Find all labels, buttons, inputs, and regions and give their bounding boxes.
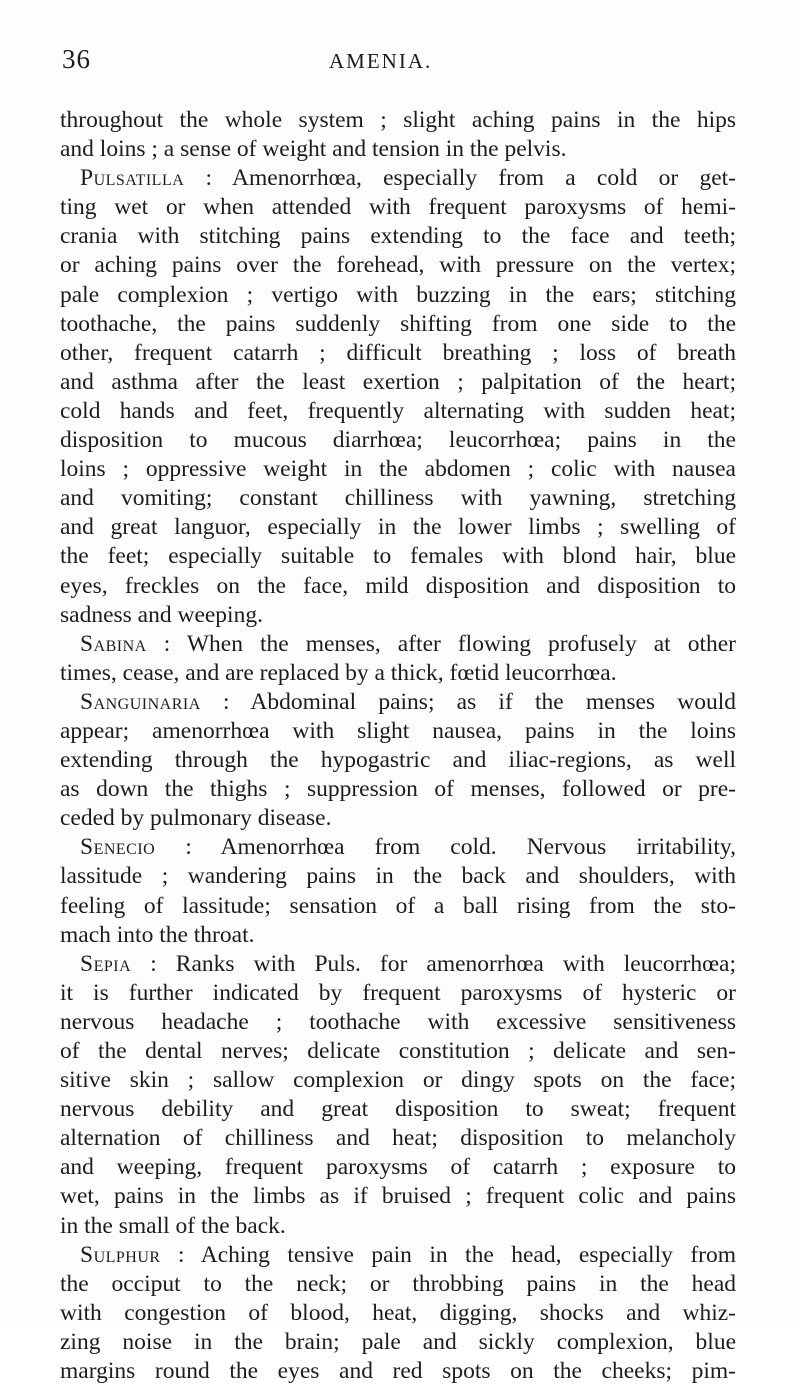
line-text: times, cease, and are replaced by a thick, fœtid leucorrhœa. — [60, 659, 617, 686]
text-line — [60, 251, 736, 280]
running-title: AMENIA. — [329, 49, 433, 73]
text-line — [60, 135, 736, 164]
text-line — [60, 513, 736, 542]
text-line — [60, 1328, 736, 1357]
remedy-name: Sanguinaria — [80, 688, 201, 715]
text-line — [60, 601, 736, 630]
line-text: extending through the hypogastric and iliac-regions, as well — [60, 747, 736, 774]
line-text: disposition to mucous diarrhœa; leucorrhœa; pains in the — [60, 427, 736, 454]
remedy-name: Sulphur — [80, 1241, 161, 1268]
text-line — [60, 484, 736, 513]
text-line — [60, 368, 736, 397]
text-line — [60, 1153, 736, 1182]
remedy-entry-line — [60, 1241, 736, 1270]
line-text: and great languor, especially in the lower limbs ; swelling of — [60, 514, 736, 541]
remedy-name: Sepia — [80, 950, 132, 977]
text-line — [60, 979, 736, 1008]
line-text: : Abdominal pains; as if the menses would — [222, 688, 736, 715]
text-line — [60, 1357, 736, 1386]
line-text: ceded by pulmonary disease. — [60, 805, 332, 832]
remedy-entry-line — [60, 164, 736, 193]
page-number: 36 — [62, 44, 91, 74]
line-text: alternation of chilliness and heat; disposition to melancholy — [60, 1125, 736, 1152]
line-text: ting wet or when attended with frequent paroxysms of hemi- — [60, 194, 736, 221]
line-text: it is further indicated by frequent paroxysms of hysteric or — [60, 979, 736, 1006]
line-text: other, frequent catarrh ; difficult breathing ; loss of breath — [60, 339, 736, 366]
remedy-name: Senecio — [80, 834, 156, 861]
line-text: appear; amenorrhœa with slight nausea, pains in the loins — [60, 717, 736, 744]
line-text: the feet; especially suitable to females with blond hair, blue — [60, 543, 736, 570]
remedy-name: Sabina — [80, 630, 147, 657]
line-text: and asthma after the least exertion ; palpitation of the heart; — [60, 368, 736, 395]
line-text: with congestion of blood, heat, digging, shocks and whiz- — [60, 1299, 736, 1326]
line-text: eyes, freckles on the face, mild disposition and disposition to — [60, 572, 736, 599]
line-text: : Ranks with Puls. for amenorrhœa with leucorrhœa; — [150, 950, 736, 977]
line-text: mach into the throat. — [60, 921, 255, 948]
line-text: sitive skin ; sallow complexion or dingy spots on the face; — [60, 1067, 736, 1094]
line-text: and weeping, frequent paroxysms of catarrh ; exposure to — [60, 1154, 736, 1181]
line-text: and loins ; a sense of weight and tension in the pelvis. — [60, 136, 567, 163]
line-text: pale complexion ; vertigo with buzzing in the ears; stitching — [60, 281, 736, 308]
line-text: sadness and weeping. — [60, 601, 263, 628]
text-line — [60, 921, 736, 950]
remedy-entry-line — [60, 688, 736, 717]
line-text: nervous headache ; toothache with excessive sensitiveness — [60, 1008, 736, 1035]
text-line — [60, 746, 736, 775]
text-line — [60, 542, 736, 571]
text-line — [60, 804, 736, 833]
text-line — [60, 572, 736, 601]
text-line — [60, 222, 736, 251]
line-text: or aching pains over the forehead, with pressure on the vertex; — [60, 252, 736, 279]
line-text: crania with stitching pains extending to the face and teeth; — [60, 223, 736, 250]
body-text — [60, 106, 736, 1386]
text-line — [60, 1182, 736, 1211]
line-text: feeling of lassitude; sensation of a ball rising from the sto- — [60, 892, 736, 919]
line-text: and vomiting; constant chilliness with yawning, stretching — [60, 485, 736, 512]
text-line — [60, 397, 736, 426]
text-line — [60, 426, 736, 455]
line-text: margins round the eyes and red spots on the cheeks; pim- — [60, 1358, 736, 1385]
remedy-entry-line — [60, 833, 736, 862]
text-line — [60, 1124, 736, 1153]
line-text: the occiput to the neck; or throbbing pains in the head — [60, 1270, 736, 1297]
text-line — [60, 455, 736, 484]
line-text: in the small of the back. — [60, 1212, 286, 1239]
text-line — [60, 892, 736, 921]
line-text: cold hands and feet, frequently alternating with sudden heat; — [60, 397, 736, 424]
text-line — [60, 106, 736, 135]
line-text: : Amenorrhœa, especially from a cold or get- — [205, 165, 736, 192]
text-line — [60, 862, 736, 891]
text-line — [60, 1037, 736, 1066]
text-line — [60, 775, 736, 804]
line-text: throughout the whole system ; slight aching pains in the hips — [60, 107, 736, 133]
line-text: : When the menses, after flowing profusely at other — [163, 630, 736, 657]
text-line — [60, 1008, 736, 1037]
line-text: : Amenorrhœa from cold. Nervous irritability, — [185, 834, 736, 861]
text-line — [60, 659, 736, 688]
remedy-entry-line — [60, 630, 736, 659]
text-line — [60, 1066, 736, 1095]
running-head — [62, 44, 762, 84]
text-line — [60, 1212, 736, 1241]
line-text: loins ; oppressive weight in the abdomen ; colic with nausea — [60, 456, 736, 483]
text-line — [60, 717, 736, 746]
line-text: nervous debility and great disposition to sweat; frequent — [60, 1096, 736, 1123]
line-text: as down the thighs ; suppression of menses, followed or pre- — [60, 776, 736, 803]
text-line — [60, 339, 736, 368]
remedy-name: Pulsatilla — [80, 165, 185, 192]
line-text: of the dental nerves; delicate constitution ; delicate and sen- — [60, 1038, 736, 1064]
text-line — [60, 281, 736, 310]
remedy-entry-line — [60, 950, 736, 979]
text-line — [60, 1299, 736, 1328]
line-text: zing noise in the brain; pale and sickly complexion, blue — [60, 1328, 736, 1355]
text-line — [60, 310, 736, 339]
line-text: toothache, the pains suddenly shifting from one side to the — [60, 310, 736, 337]
line-text: : Aching tensive pain in the head, especially from — [178, 1241, 737, 1268]
text-line — [60, 1270, 736, 1299]
line-text: wet, pains in the limbs as if bruised ; frequent colic and pains — [60, 1183, 736, 1210]
text-line — [60, 1095, 736, 1124]
line-text: lassitude ; wandering pains in the back and shoulders, with — [60, 863, 736, 890]
text-line — [60, 193, 736, 222]
